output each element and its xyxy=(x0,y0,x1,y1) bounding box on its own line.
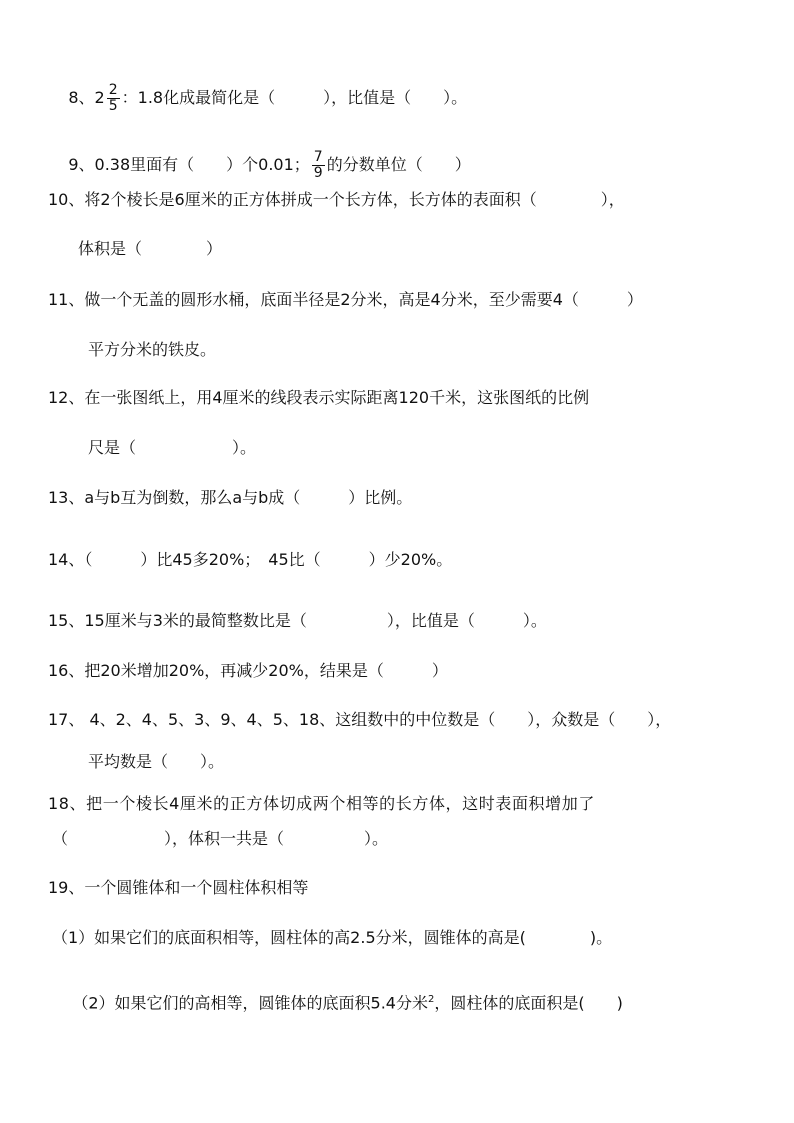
question-17-line-1: 17、 4、2、4、5、3、9、4、5、18、这组数中的中位数是（ ），众数是（ ）， xyxy=(48,710,672,729)
question-16: 16、把20米增加20%，再减少20%，结果是（ ） xyxy=(48,661,448,680)
fraction-denominator: 5 xyxy=(108,98,118,114)
question-19-title: 19、一个圆锥体和一个圆柱体积相等 xyxy=(48,878,309,897)
question-19-sub-1: （1）如果它们的底面积相等，圆柱体的高2.5分米，圆锥体的高是( )。 xyxy=(52,928,613,947)
question-9-text: 的分数单位（ ） xyxy=(326,155,471,174)
question-10-line-1: 10、将2个棱长是6厘米的正方体拼成一个长方体，长方体的表面积（ ）， xyxy=(48,190,625,209)
question-8 xyxy=(48,63,467,134)
question-8-text: ：1.8化成最简化是（ ），比值是（ ）。 xyxy=(121,88,468,107)
question-11-line-2: 平方分米的铁皮。 xyxy=(88,340,217,359)
question-9-prefix: 9、0.38里面有（ ）个0.01； xyxy=(68,155,310,174)
fraction-2-5 xyxy=(107,83,120,114)
question-13: 13、a与b互为倒数，那么a与b成（ ）比例。 xyxy=(48,488,413,507)
fraction-7-9 xyxy=(312,150,325,181)
question-12-line-1: 12、在一张图纸上，用4厘米的线段表示实际距离120千米，这张图纸的比例 xyxy=(48,388,590,407)
question-11-line-1: 11、做一个无盖的圆形水桶，底面半径是2分米，高是4分米，至少需要4（ ） xyxy=(48,290,643,309)
question-18-line-1: 18、把一个棱长4厘米的正方体切成两个相等的长方体，这时表面积增加了 xyxy=(48,794,595,813)
question-15: 15、15厘米与3米的最简整数比是（ ），比值是（ ）。 xyxy=(48,611,547,630)
fraction-numerator: 7 xyxy=(313,149,323,165)
question-14: 14、（ ）比45多20%； 45比（ ）少20%。 xyxy=(48,550,453,569)
question-12-line-2: 尺是（ ）。 xyxy=(88,438,257,457)
question-19-sub-2-tail: ，圆柱体的底面积是( ) xyxy=(434,993,623,1013)
question-19-sub-2 xyxy=(52,970,623,1033)
fraction-numerator: 2 xyxy=(108,82,118,98)
question-10-line-2: 体积是（ ） xyxy=(78,239,223,258)
question-18-line-2: （ ），体积一共是（ ）。 xyxy=(52,829,389,848)
question-19-sub-2-text: （2）如果它们的高相等，圆锥体的底面积5.4分米 xyxy=(72,993,428,1013)
superscript-exponent: 2 xyxy=(427,994,435,1005)
question-8-prefix: 8、2 xyxy=(68,88,105,107)
fraction-denominator: 9 xyxy=(313,165,323,181)
question-17-line-2: 平均数是（ ）。 xyxy=(88,752,225,771)
